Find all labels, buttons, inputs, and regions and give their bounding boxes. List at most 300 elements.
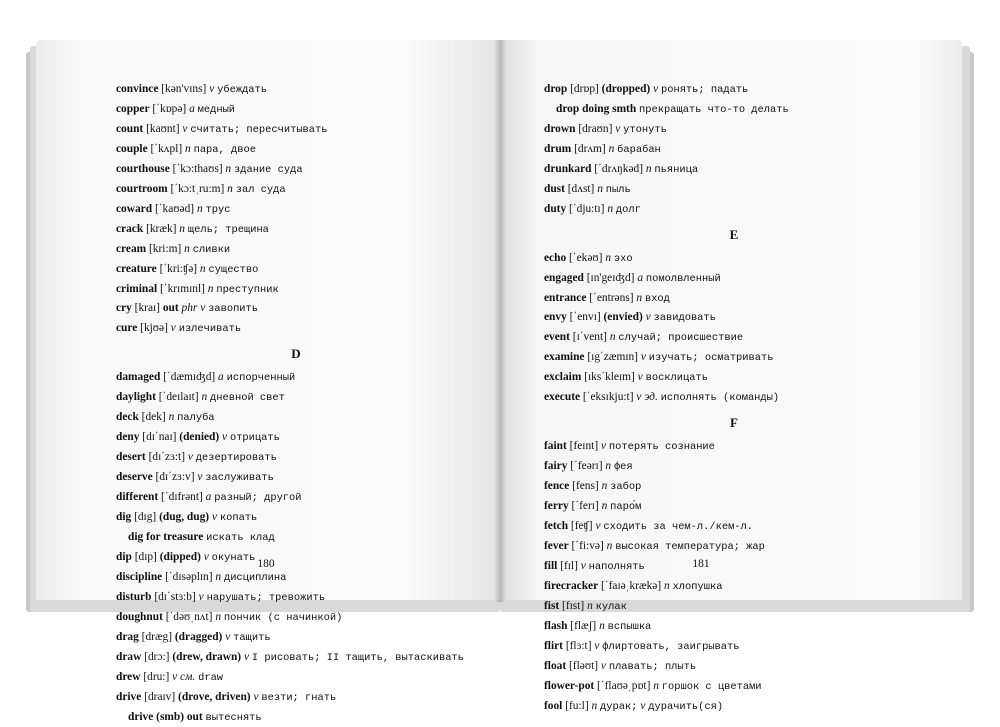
dictionary-entry — [116, 200, 476, 220]
dictionary-entry — [116, 280, 476, 300]
transcription: [drʌm] — [574, 142, 606, 155]
translation: тащить — [233, 631, 271, 644]
part-of-speech: v — [615, 122, 621, 135]
headword: daylight — [116, 391, 156, 404]
headword: doughnut — [116, 610, 163, 623]
transcription: [dɪ΄zɜ:t] — [148, 451, 186, 464]
headword: echo — [544, 251, 567, 264]
grammar-forms: (dragged) — [174, 630, 223, 643]
transcription: [feɪnt] — [569, 440, 599, 453]
translation: завидовать — [653, 312, 716, 325]
translation: пара, двое — [193, 143, 256, 156]
dictionary-entry — [544, 200, 924, 220]
dictionary-entry — [544, 497, 924, 517]
translation: искать клад — [206, 531, 275, 544]
transcription: [kjʊə] — [140, 322, 168, 335]
translation: сходить за чем-л./кем-л. — [603, 520, 754, 533]
headword: fence — [544, 480, 570, 493]
translation: флиртовать, заигрывать — [602, 640, 740, 653]
transcription: [fləʊt] — [569, 659, 599, 672]
transcription: [΄kaʊəd] — [154, 202, 195, 215]
part-of-speech: n — [599, 619, 605, 632]
part-of-speech: n — [601, 480, 608, 493]
dictionary-entry — [116, 180, 476, 200]
part-of-speech: v — [653, 83, 659, 95]
dictionary-entry — [116, 508, 476, 528]
translation: излечивать — [178, 323, 242, 336]
part-of-speech: v — [211, 511, 218, 523]
grammar-forms: (dropped) — [601, 83, 651, 95]
headword: fever — [544, 539, 569, 552]
part-of-speech: n — [184, 242, 190, 255]
headword: crack — [116, 222, 144, 235]
transcription: [΄kɔ:thaʊs] — [172, 162, 223, 175]
headword: duty — [544, 202, 567, 215]
part-of-speech: n — [609, 331, 616, 344]
transcription: [draɪv] — [144, 690, 176, 703]
dictionary-entry — [544, 597, 924, 617]
dictionary-entry — [116, 240, 476, 260]
part-of-speech: n — [225, 162, 232, 175]
part-of-speech: v — [637, 371, 643, 384]
translation: пончик (с начинкой) — [223, 611, 343, 624]
transcription: [΄krɪmɪnl] — [159, 282, 205, 295]
section-letter: F — [730, 415, 738, 431]
translation: утонуть — [623, 123, 667, 136]
transcription: [΄kɔ:tˌru:m] — [170, 182, 225, 195]
dictionary-entry — [116, 588, 476, 608]
dictionary-entry — [544, 328, 924, 348]
headword: fill — [544, 559, 558, 572]
part-of-speech: v — [182, 122, 188, 135]
headword: drag — [116, 630, 139, 643]
usage-label: эд. — [644, 391, 658, 404]
translation: изучать; осматривать — [648, 352, 774, 365]
translation: окунать — [211, 551, 256, 564]
section-letter: E — [729, 226, 739, 242]
part-of-speech: v — [640, 351, 646, 364]
headword: disturb — [116, 590, 152, 603]
headword: fist — [544, 599, 560, 612]
dictionary-entry — [116, 648, 476, 668]
left-page-entries — [116, 80, 476, 727]
translation: палуба — [177, 412, 215, 425]
headword: couple — [116, 142, 148, 155]
transcription: [dɪ΄naɪ] — [142, 431, 177, 444]
part-of-speech: v — [636, 391, 642, 404]
transcription: [fu:l] — [565, 699, 589, 712]
headword: criminal — [116, 282, 158, 295]
transcription: [dʌst] — [567, 182, 595, 195]
dictionary-entry — [116, 608, 476, 628]
dictionary-entry — [116, 488, 476, 508]
transcription: [flæʃ] — [570, 619, 597, 632]
headword: flower-pot — [544, 679, 595, 692]
headword: faint — [544, 440, 567, 453]
dictionary-entry — [116, 388, 476, 408]
transcription: [ɪks΄kleɪm] — [584, 371, 635, 384]
headword: dig for treasure — [128, 530, 204, 543]
translation: наполнять — [588, 560, 645, 573]
headword: damaged — [116, 371, 161, 384]
transcription: [kaʊnt] — [146, 122, 180, 135]
part-of-speech: n — [664, 579, 670, 592]
transcription: [kən'vɪns] — [161, 83, 207, 95]
headword: courthouse — [116, 162, 170, 175]
headword: examine — [544, 351, 585, 364]
headword: event — [544, 331, 570, 344]
dictionary-entry — [544, 657, 924, 677]
dictionary-entry — [544, 289, 924, 309]
transcription: [΄flaʊəˌpɒt] — [597, 679, 651, 692]
translation: сливки — [192, 243, 231, 256]
grammar-forms: (drove, driven) — [178, 690, 251, 703]
translation: пьяница — [654, 163, 699, 176]
translation: здание суда — [233, 163, 303, 176]
headword: dust — [544, 182, 565, 195]
translation: трус — [205, 203, 231, 216]
part-of-speech: n — [215, 610, 222, 623]
headword: engaged — [544, 271, 584, 284]
translation: I рисовать; II тащить, вытаскивать — [251, 651, 464, 664]
dictionary-entry — [544, 697, 924, 717]
translation: долг — [615, 203, 641, 216]
part-of-speech: n — [227, 182, 233, 195]
transcription: [dek] — [141, 411, 166, 424]
headword: drive — [116, 690, 142, 703]
translation: горшок с цветами — [661, 680, 762, 693]
transcription: [feʧ] — [570, 519, 593, 532]
transcription: [flɜ:t] — [565, 639, 592, 652]
dictionary-entry — [116, 668, 476, 688]
part-of-speech: v — [580, 559, 586, 572]
part-of-speech: phr — [181, 302, 198, 315]
dictionary-entry — [544, 348, 924, 368]
headword: convince — [116, 83, 159, 95]
translation: нарушать; тревожить — [206, 591, 326, 604]
right-page-entries — [544, 80, 924, 717]
book-gutter — [494, 40, 506, 602]
headword: draw — [116, 650, 142, 663]
translation: дезертировать — [195, 452, 277, 465]
translation: разный; другой — [214, 492, 302, 505]
headword: deserve — [116, 471, 153, 484]
dictionary-entry — [544, 637, 924, 657]
part-of-speech: v — [243, 650, 250, 663]
translation: эхо — [613, 252, 633, 265]
headword: copper — [116, 102, 150, 115]
right-page — [500, 40, 962, 713]
translation: везти; гнать — [261, 691, 337, 704]
part-of-speech: n — [185, 142, 191, 155]
headword: deny — [116, 431, 140, 444]
headword: drunkard — [544, 162, 592, 175]
translation: кулак — [595, 600, 627, 613]
part-of-speech: n — [608, 142, 615, 155]
transcription: [dɪg] — [134, 511, 157, 523]
page-number-left: 180 — [257, 558, 275, 570]
page-number-right: 181 — [692, 558, 710, 570]
translation: прекращать что-то делать — [639, 103, 789, 116]
part-of-speech: n — [179, 222, 185, 235]
dictionary-entry — [544, 269, 924, 289]
translation: дисциплина — [223, 571, 287, 584]
dictionary-entry — [544, 537, 924, 557]
grammar-forms: (dipped) — [159, 550, 201, 563]
headword: count — [116, 122, 144, 135]
part-of-speech: n — [591, 699, 598, 712]
dictionary-entry — [544, 517, 924, 537]
part-of-speech: n — [636, 291, 643, 304]
transcription: [΄fi:və] — [571, 539, 604, 552]
dictionary-entry — [116, 688, 476, 708]
part-of-speech: v — [222, 431, 228, 444]
part-of-speech: n — [645, 162, 652, 175]
dictionary-entry — [116, 568, 476, 588]
transcription: [kri:m] — [149, 242, 182, 255]
transcription: [΄feərɪ] — [570, 460, 603, 473]
dictionary-entry — [544, 617, 924, 637]
phrase-entry — [116, 528, 476, 548]
headword: flirt — [544, 639, 563, 652]
part-of-speech: n — [587, 599, 593, 612]
dictionary-entry — [116, 120, 476, 140]
translation-2: дурачить(ся) — [648, 700, 724, 713]
transcription: [fens] — [572, 480, 599, 493]
translation: хлопушка — [672, 580, 723, 593]
part-of-speech: a — [205, 491, 212, 504]
translation: помолвленный — [645, 272, 721, 285]
headword: entrance — [544, 291, 587, 304]
translation: высокая температура; жар — [615, 540, 765, 553]
left-page — [36, 40, 500, 724]
dictionary-entry — [544, 477, 924, 497]
grammar-forms: (envied) — [603, 311, 643, 324]
transcription: [kræk] — [146, 222, 177, 235]
part-of-speech: n — [605, 251, 612, 264]
translation: плавать; плыть — [608, 660, 697, 673]
part-of-speech: a — [189, 102, 195, 115]
transcription: [dru:] — [143, 670, 170, 683]
dictionary-entry — [116, 80, 476, 100]
translation: вход — [644, 292, 670, 305]
dictionary-entry — [544, 308, 924, 328]
part-of-speech: v — [645, 311, 651, 324]
dictionary-entry — [116, 100, 476, 120]
dictionary-entry — [544, 180, 924, 200]
dictionary-entry — [544, 677, 924, 697]
translation: считать; пересчитывать — [190, 123, 328, 136]
headword: fool — [544, 699, 563, 712]
dictionary-entry — [116, 220, 476, 240]
dictionary-entry — [544, 368, 924, 388]
dictionary-entry — [116, 160, 476, 180]
headword: drive (smb) out — [128, 710, 203, 723]
part-of-speech: v — [600, 440, 607, 453]
transcription: [ɪn'geɪʤd] — [586, 271, 635, 284]
dictionary-entry — [544, 577, 924, 597]
translation: преступник — [216, 283, 279, 296]
usage-label: см. — [180, 670, 196, 683]
part-of-speech: v — [594, 639, 600, 652]
part-of-speech: v — [197, 471, 203, 484]
headword: firecracker — [544, 579, 599, 592]
grammar-forms: (denied) — [179, 431, 220, 444]
dictionary-entry — [116, 260, 476, 280]
headword: creature — [116, 262, 157, 275]
dictionary-entry — [544, 80, 924, 100]
part-of-speech: n — [601, 500, 608, 513]
dictionary-entry — [116, 628, 476, 648]
transcription: [΄entrəns] — [589, 291, 634, 304]
part-of-speech: v — [600, 659, 606, 672]
transcription: [΄deɪlaɪt] — [158, 391, 199, 404]
headword: dig — [116, 511, 132, 523]
headword: desert — [116, 451, 146, 464]
translation: вытеснять — [205, 711, 262, 724]
phrase-entry — [544, 100, 924, 120]
part-of-speech: n — [653, 679, 659, 692]
dictionary-entry — [544, 160, 924, 180]
part-of-speech: v — [170, 322, 176, 335]
part-of-speech: n — [606, 539, 613, 552]
grammar-forms: (drew, drawn) — [172, 650, 242, 663]
translation: щель; трещина — [187, 223, 269, 236]
dictionary-entry — [116, 408, 476, 428]
transcription: [drɒp] — [570, 83, 599, 95]
part-of-speech: v — [253, 690, 259, 703]
headword: ferry — [544, 500, 569, 513]
transcription: [΄faɪəˌkrækə] — [601, 579, 662, 592]
part-of-speech: n — [207, 282, 214, 295]
translation: фея — [613, 461, 633, 474]
dictionary-entry — [544, 120, 924, 140]
headword: courtroom — [116, 182, 168, 195]
headword: drown — [544, 122, 576, 135]
part-of-speech: v — [198, 590, 204, 603]
dictionary-entry — [544, 437, 924, 457]
grammar-forms: out — [162, 302, 179, 315]
transcription: [΄envɪ] — [569, 311, 601, 324]
dictionary-entry — [544, 457, 924, 477]
dictionary-entry — [116, 140, 476, 160]
transcription: [΄dæmɪʤd] — [163, 371, 216, 384]
translation: потерять сознание — [608, 441, 715, 454]
headword: cry — [116, 302, 132, 315]
headword: cure — [116, 322, 138, 335]
transcription: [΄dɪfrənt] — [161, 491, 203, 504]
translation: паро́м — [610, 501, 642, 514]
translation: существо — [208, 263, 259, 276]
headword: envy — [544, 311, 567, 324]
part-of-speech: n — [215, 570, 222, 583]
headword: different — [116, 491, 159, 504]
translation: копать — [219, 512, 258, 524]
transcription: [΄dəʊˌnʌt] — [165, 610, 213, 623]
dictionary-entry — [544, 388, 924, 408]
translation: дневной свет — [210, 392, 285, 405]
part-of-speech: a — [637, 271, 644, 284]
translation: восклицать — [645, 372, 708, 385]
transcription: [΄drʌŋkəd] — [594, 162, 643, 175]
headword: float — [544, 659, 567, 672]
headword: exclaim — [544, 371, 582, 384]
translation: зал суда — [235, 183, 286, 196]
part-of-speech: n — [605, 460, 612, 473]
headword: cream — [116, 242, 147, 255]
part-of-speech: n — [201, 391, 208, 404]
headword: drop — [544, 83, 568, 95]
part-of-speech: n — [199, 262, 206, 275]
transcription: [ɪ΄vent] — [572, 331, 607, 344]
dictionary-entry — [116, 448, 476, 468]
dictionary-entry — [116, 319, 476, 339]
translation: вспышка — [607, 620, 652, 633]
transcription: [dræg] — [141, 630, 173, 643]
part-of-speech: n — [196, 202, 203, 215]
translation: исполнять (команды) — [660, 392, 780, 405]
part-of-speech: n — [168, 411, 175, 424]
translation: пыль — [605, 183, 631, 196]
transcription: [fɪst] — [562, 599, 585, 612]
headword: fairy — [544, 460, 568, 473]
part-of-speech: v — [595, 519, 601, 532]
headword: execute — [544, 391, 581, 404]
transcription: [΄kɒpə] — [152, 102, 187, 115]
translation: ронять; падать — [660, 84, 749, 96]
transcription: [dɪp] — [134, 550, 157, 563]
headword: flash — [544, 619, 568, 632]
transcription: [΄kʌpl] — [150, 142, 183, 155]
transcription: [΄ekəʊ] — [569, 251, 603, 264]
transcription: [fɪl] — [560, 559, 578, 572]
part-of-speech: v — [225, 630, 231, 643]
translation: медный — [197, 103, 236, 116]
headword: coward — [116, 202, 153, 215]
headword: drop doing smth — [556, 102, 637, 115]
part-of-speech: v — [209, 83, 215, 95]
part-of-speech-2: v — [640, 699, 646, 712]
transcription: [drɔ:] — [144, 650, 170, 663]
translation: испорченный — [226, 372, 296, 385]
headword: fetch — [544, 519, 569, 532]
transcription: [΄ferɪ] — [571, 500, 599, 513]
dictionary-entry — [116, 468, 476, 488]
translation: забор — [610, 481, 642, 494]
dictionary-entry — [116, 299, 476, 319]
translation: завопить — [208, 303, 259, 316]
translation: барабан — [617, 143, 661, 156]
headword: dip — [116, 550, 132, 563]
transcription: [draʊn] — [578, 122, 613, 135]
part-of-speech: v — [187, 451, 193, 464]
usage-label: v — [200, 302, 206, 315]
dictionary-entry — [116, 368, 476, 388]
transcription: [dɪ΄stɜ:b] — [154, 590, 196, 603]
translation: убеждать — [217, 84, 268, 96]
section-letter: D — [291, 346, 301, 362]
transcription: [kraɪ] — [134, 302, 160, 315]
grammar-forms: (dug, dug) — [159, 511, 210, 523]
part-of-speech: n — [597, 182, 603, 195]
part-of-speech: a — [218, 371, 224, 384]
transcription: [dɪ΄zɜ:v] — [155, 471, 195, 484]
translation: заслуживать — [205, 472, 274, 485]
transcription: [΄eksɪkju:t] — [582, 391, 634, 404]
headword: drum — [544, 142, 572, 155]
translation: draw — [198, 671, 224, 684]
dictionary-entry — [544, 249, 924, 269]
